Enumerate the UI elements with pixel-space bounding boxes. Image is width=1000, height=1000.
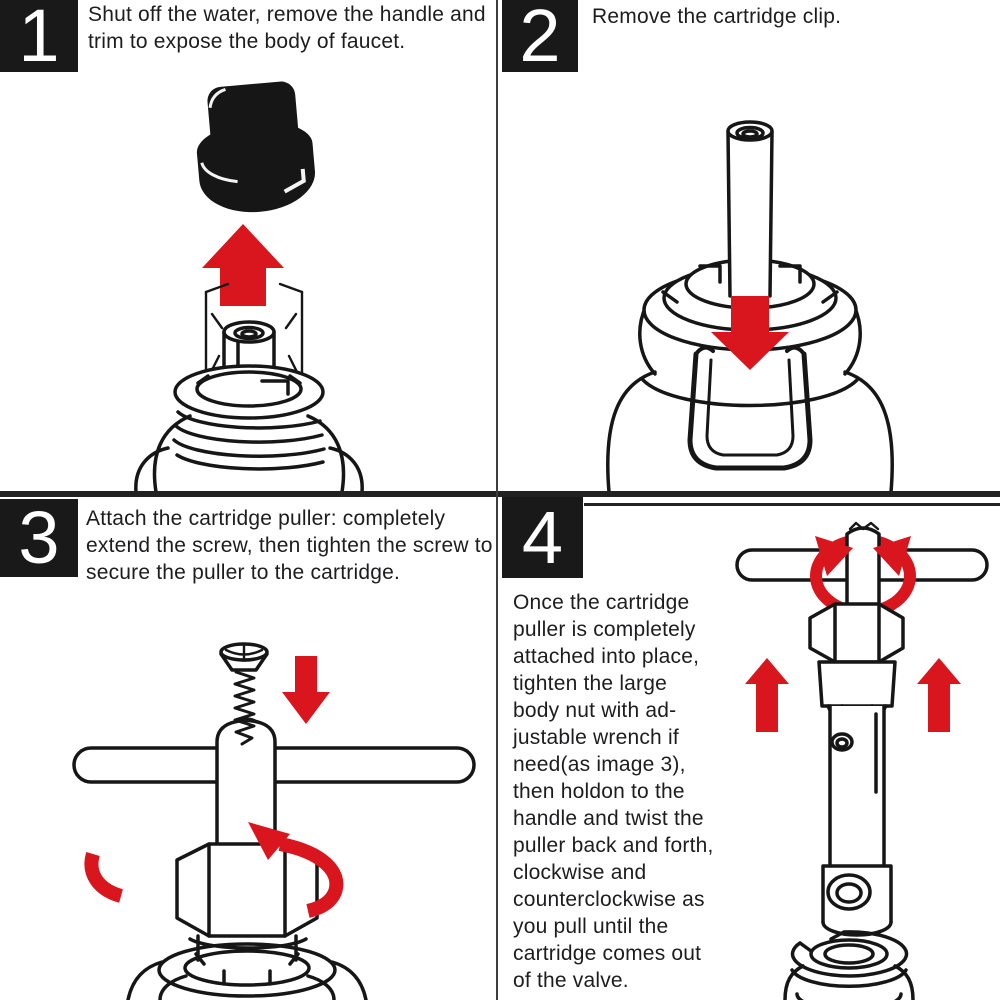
step-4-number-badge	[502, 497, 583, 578]
cartridge-assembly	[785, 604, 913, 1000]
step-4-number: 4	[521, 497, 564, 578]
horizontal-divider	[0, 491, 1000, 497]
vertical-divider	[496, 0, 498, 1000]
step-4-caption: Once the cartridge puller is completely attached into place, tighten the large body nut with ad-justable wrench if need(as image 3), then holdon to the handle and twist the puller back and forth, clockwise and counterclockwise as you pull until the cartridge comes out of the valve.	[513, 591, 714, 992]
step-1-caption: Shut off the water, remove the handle and trim to expose the body of faucet.	[88, 3, 486, 53]
faucet-body	[136, 284, 362, 492]
panel-4-top-rule	[584, 503, 1000, 506]
up-arrow-icon	[202, 224, 284, 306]
handle-cap	[191, 79, 318, 217]
down-arrow-icon	[282, 656, 330, 724]
step-2-number: 2	[519, 0, 561, 72]
cartridge-puller	[74, 719, 474, 1000]
step-1-illustration	[0, 0, 497, 492]
step-3-caption: Attach the cartridge puller: completely extend the screw, then tighten the screw to secure the puller to the cartridge.	[86, 507, 493, 584]
step-2-caption: Remove the cartridge clip.	[592, 5, 842, 28]
puller-stem	[847, 523, 879, 612]
step-1-number-badge	[0, 0, 78, 72]
step-3-number: 3	[18, 499, 60, 577]
step-1-number: 1	[18, 0, 60, 72]
step-2-illustration	[497, 0, 1000, 492]
step-2-number-badge	[502, 0, 578, 72]
step-3-number-badge	[0, 499, 78, 577]
